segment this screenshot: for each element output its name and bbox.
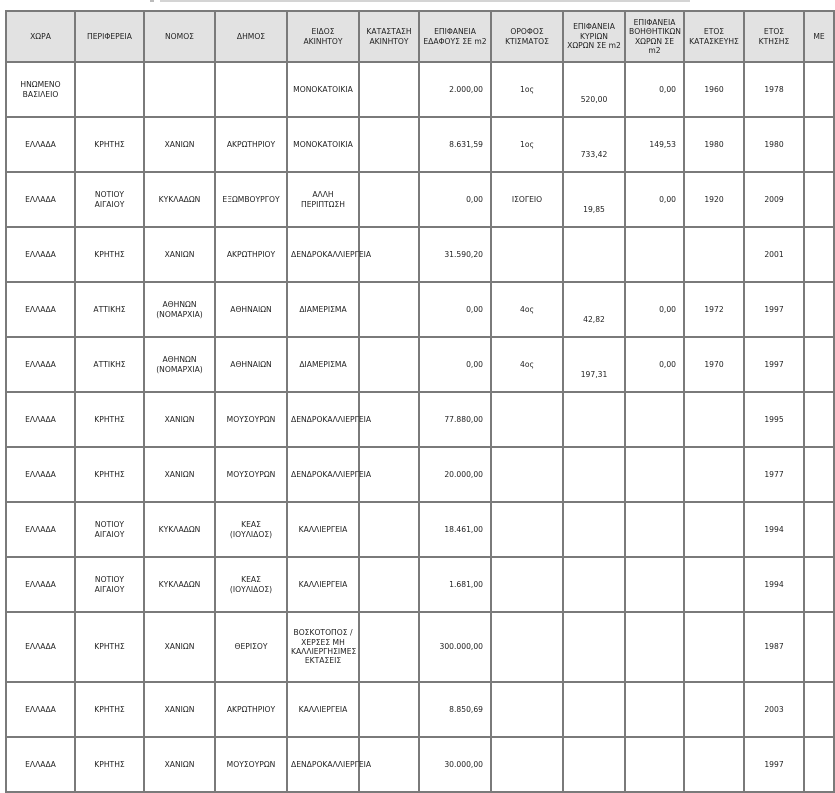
cell-main-area: 733,42 (564, 118, 626, 173)
cell-prefecture (145, 63, 216, 118)
table-row (5, 503, 835, 558)
cell-land-area: 8.850,69 (420, 683, 492, 738)
cell-land-area: 20.000,00 (420, 448, 492, 503)
cell-floor: ΙΣΟΓΕΙΟ (492, 173, 564, 228)
cell-municipality: ΘΕΡΙΣΟΥ (216, 613, 288, 683)
cell-property-status (360, 173, 420, 228)
cell-acquisition-year: 1997 (745, 283, 805, 338)
cell-clipped (805, 683, 835, 738)
table-row (5, 173, 835, 228)
cell-main-area (564, 683, 626, 738)
header-clipped: ΜΕ (805, 10, 835, 63)
cell-floor: 4ος (492, 338, 564, 393)
table-row (5, 683, 835, 738)
table-row (5, 738, 835, 793)
cell-region: ΚΡΗΤΗΣ (76, 118, 145, 173)
cell-acquisition-year: 1987 (745, 613, 805, 683)
cell-region: ΑΤΤΙΚΗΣ (76, 338, 145, 393)
cell-region: ΚΡΗΤΗΣ (76, 228, 145, 283)
cell-clipped (805, 448, 835, 503)
cell-construction-year (685, 448, 745, 503)
cell-property-type: ΔΙΑΜΕΡΙΣΜΑ (288, 338, 360, 393)
cell-property-type: ΔΙΑΜΕΡΙΣΜΑ (288, 283, 360, 338)
cell-country: ΕΛΛΑΔΑ (5, 338, 76, 393)
cell-floor (492, 613, 564, 683)
cell-aux-area (626, 613, 685, 683)
cell-property-status (360, 683, 420, 738)
cell-land-area: 31.590,20 (420, 228, 492, 283)
cell-municipality: ΑΚΡΩΤΗΡΙΟΥ (216, 228, 288, 283)
cell-main-area (564, 393, 626, 448)
table-header-row (5, 10, 835, 63)
cell-floor (492, 228, 564, 283)
cell-main-area (564, 448, 626, 503)
cell-property-status (360, 63, 420, 118)
header-municipality: ΔΗΜΟΣ (216, 10, 288, 63)
cell-acquisition-year: 1994 (745, 558, 805, 613)
cell-country: ΕΛΛΑΔΑ (5, 173, 76, 228)
cell-main-area (564, 228, 626, 283)
header-country: ΧΩΡΑ (5, 10, 76, 63)
cell-acquisition-year: 1977 (745, 448, 805, 503)
header-land-area: ΕΠΙΦΑΝΕΙΑ ΕΔΑΦΟΥΣ ΣΕ m2 (420, 10, 492, 63)
cell-main-area (564, 503, 626, 558)
cell-country: ΗΝΩΜΕΝΟ ΒΑΣΙΛΕΙΟ (5, 63, 76, 118)
cell-region (76, 63, 145, 118)
cell-property-status (360, 613, 420, 683)
header-prefecture: ΝΟΜΟΣ (145, 10, 216, 63)
table-row (5, 393, 835, 448)
cell-main-area: 197,31 (564, 338, 626, 393)
cell-aux-area (626, 228, 685, 283)
cell-clipped (805, 173, 835, 228)
cell-aux-area: 149,53 (626, 118, 685, 173)
cell-construction-year: 1970 (685, 338, 745, 393)
cell-construction-year: 1960 (685, 63, 745, 118)
cell-main-area (564, 738, 626, 793)
cell-construction-year: 1980 (685, 118, 745, 173)
cell-aux-area (626, 448, 685, 503)
cell-floor: 4ος (492, 283, 564, 338)
cell-country: ΕΛΛΑΔΑ (5, 683, 76, 738)
cell-acquisition-year: 1997 (745, 338, 805, 393)
cell-construction-year (685, 228, 745, 283)
table-row (5, 118, 835, 173)
cell-municipality: ΑΚΡΩΤΗΡΙΟΥ (216, 118, 288, 173)
cell-country: ΕΛΛΑΔΑ (5, 558, 76, 613)
cell-main-area: 19,85 (564, 173, 626, 228)
cell-aux-area (626, 558, 685, 613)
cell-region: ΝΟΤΙΟΥ ΑΙΓΑΙΟΥ (76, 173, 145, 228)
cell-clipped (805, 558, 835, 613)
cell-aux-area (626, 738, 685, 793)
cell-region: ΚΡΗΤΗΣ (76, 738, 145, 793)
cell-property-type: ΔΕΝΔΡΟΚΑΛΛΙΕΡΓΕΙΑ (288, 393, 360, 448)
cell-floor (492, 738, 564, 793)
cell-construction-year (685, 503, 745, 558)
cell-clipped (805, 393, 835, 448)
cell-main-area (564, 558, 626, 613)
cell-municipality: ΚΕΑΣ (ΙΟΥΛΙΔΟΣ) (216, 503, 288, 558)
cell-country: ΕΛΛΑΔΑ (5, 118, 76, 173)
cell-prefecture: ΧΑΝΙΩΝ (145, 448, 216, 503)
cell-clipped (805, 63, 835, 118)
cell-land-area: 0,00 (420, 338, 492, 393)
cell-property-type: ΔΕΝΔΡΟΚΑΛΛΙΕΡΓΕΙΑ (288, 738, 360, 793)
cell-clipped (805, 738, 835, 793)
cell-region: ΑΤΤΙΚΗΣ (76, 283, 145, 338)
cell-prefecture: ΚΥΚΛΑΔΩΝ (145, 503, 216, 558)
cell-construction-year (685, 613, 745, 683)
cell-construction-year (685, 393, 745, 448)
cell-property-type: ΚΑΛΛΙΕΡΓΕΙΑ (288, 558, 360, 613)
cell-property-type: ΔΕΝΔΡΟΚΑΛΛΙΕΡΓΕΙΑ (288, 448, 360, 503)
cell-region: ΚΡΗΤΗΣ (76, 448, 145, 503)
cell-property-status (360, 503, 420, 558)
cell-country: ΕΛΛΑΔΑ (5, 393, 76, 448)
cell-property-status (360, 118, 420, 173)
cell-main-area: 520,00 (564, 63, 626, 118)
header-floor: ΟΡΟΦΟΣ ΚΤΙΣΜΑΤΟΣ (492, 10, 564, 63)
cell-prefecture: ΑΘΗΝΩΝ (ΝΟΜΑΡΧΙΑ) (145, 338, 216, 393)
header-main-area: ΕΠΙΦΑΝΕΙΑ ΚΥΡΙΩΝ ΧΩΡΩΝ ΣΕ m2 (564, 10, 626, 63)
cell-country: ΕΛΛΑΔΑ (5, 503, 76, 558)
cell-construction-year (685, 558, 745, 613)
cell-prefecture: ΧΑΝΙΩΝ (145, 393, 216, 448)
cell-acquisition-year: 2003 (745, 683, 805, 738)
cell-land-area: 30.000,00 (420, 738, 492, 793)
cell-municipality (216, 63, 288, 118)
cell-land-area: 1.681,00 (420, 558, 492, 613)
cell-municipality: ΜΟΥΣΟΥΡΩΝ (216, 738, 288, 793)
cell-aux-area: 0,00 (626, 283, 685, 338)
cell-acquisition-year: 1978 (745, 63, 805, 118)
table-row (5, 448, 835, 503)
cell-aux-area (626, 503, 685, 558)
cell-construction-year: 1920 (685, 173, 745, 228)
cell-prefecture: ΧΑΝΙΩΝ (145, 613, 216, 683)
cell-land-area: 77.880,00 (420, 393, 492, 448)
cell-acquisition-year: 1997 (745, 738, 805, 793)
cell-property-type: ΚΑΛΛΙΕΡΓΕΙΑ (288, 683, 360, 738)
table-row (5, 228, 835, 283)
cell-floor: 1ος (492, 63, 564, 118)
cell-clipped (805, 503, 835, 558)
cell-municipality: ΑΘΗΝΑΙΩΝ (216, 338, 288, 393)
cell-floor (492, 448, 564, 503)
cell-land-area: 0,00 (420, 173, 492, 228)
cell-municipality: ΕΞΩΜΒΟΥΡΓΟΥ (216, 173, 288, 228)
cell-aux-area: 0,00 (626, 173, 685, 228)
cell-acquisition-year: 1995 (745, 393, 805, 448)
cell-property-status (360, 283, 420, 338)
cell-country: ΕΛΛΑΔΑ (5, 448, 76, 503)
cell-land-area: 2.000,00 (420, 63, 492, 118)
cell-aux-area: 0,00 (626, 63, 685, 118)
table-row (5, 613, 835, 683)
cell-country: ΕΛΛΑΔΑ (5, 283, 76, 338)
cell-property-type: ΔΕΝΔΡΟΚΑΛΛΙΕΡΓΕΙΑ (288, 228, 360, 283)
cell-construction-year: 1972 (685, 283, 745, 338)
cell-property-type: ΒΟΣΚΟΤΟΠΟΣ / ΧΕΡΣΕΣ ΜΗ ΚΑΛΛΙΕΡΓΗΣΙΜΕΣ ΕΚΤΑΣΕΙΣ (288, 613, 360, 683)
cell-property-type: ΑΛΛΗ ΠΕΡΙΠΤΩΣΗ (288, 173, 360, 228)
cell-clipped (805, 338, 835, 393)
cell-municipality: ΚΕΑΣ (ΙΟΥΛΙΔΟΣ) (216, 558, 288, 613)
cell-region: ΚΡΗΤΗΣ (76, 393, 145, 448)
header-property-type: ΕΙΔΟΣ ΑΚΙΝΗΤΟΥ (288, 10, 360, 63)
cell-property-type: ΚΑΛΛΙΕΡΓΕΙΑ (288, 503, 360, 558)
cell-land-area: 0,00 (420, 283, 492, 338)
cell-clipped (805, 118, 835, 173)
cell-floor: 1ος (492, 118, 564, 173)
cell-land-area: 18.461,00 (420, 503, 492, 558)
cell-floor (492, 558, 564, 613)
cell-construction-year (685, 683, 745, 738)
cell-prefecture: ΧΑΝΙΩΝ (145, 683, 216, 738)
cell-region: ΚΡΗΤΗΣ (76, 683, 145, 738)
cell-clipped (805, 283, 835, 338)
cell-property-type: ΜΟΝΟΚΑΤΟΙΚΙΑ (288, 118, 360, 173)
header-aux-area: ΕΠΙΦΑΝΕΙΑ ΒΟΗΘΗΤΙΚΩΝ ΧΩΡΩΝ ΣΕ m2 (626, 10, 685, 63)
cell-aux-area (626, 393, 685, 448)
cell-region: ΝΟΤΙΟΥ ΑΙΓΑΙΟΥ (76, 558, 145, 613)
cell-acquisition-year: 1980 (745, 118, 805, 173)
cell-acquisition-year: 1994 (745, 503, 805, 558)
table-row (5, 338, 835, 393)
property-table (5, 10, 835, 793)
cell-acquisition-year: 2001 (745, 228, 805, 283)
cell-land-area: 300.000,00 (420, 613, 492, 683)
cell-country: ΕΛΛΑΔΑ (5, 738, 76, 793)
cell-prefecture: ΧΑΝΙΩΝ (145, 738, 216, 793)
cell-clipped (805, 613, 835, 683)
cell-region: ΚΡΗΤΗΣ (76, 613, 145, 683)
cell-floor (492, 393, 564, 448)
cell-country: ΕΛΛΑΔΑ (5, 613, 76, 683)
cell-municipality: ΜΟΥΣΟΥΡΩΝ (216, 393, 288, 448)
cell-land-area: 8.631,59 (420, 118, 492, 173)
cell-acquisition-year: 2009 (745, 173, 805, 228)
header-construction-year: ΕΤΟΣ ΚΑΤΑΣΚΕΥΗΣ (685, 10, 745, 63)
cell-aux-area: 0,00 (626, 338, 685, 393)
table-row (5, 558, 835, 613)
cell-prefecture: ΚΥΚΛΑΔΩΝ (145, 173, 216, 228)
cell-clipped (805, 228, 835, 283)
table-row (5, 283, 835, 338)
header-acquisition-year: ΕΤΟΣ ΚΤΗΣΗΣ (745, 10, 805, 63)
cell-property-status (360, 558, 420, 613)
cell-prefecture: ΚΥΚΛΑΔΩΝ (145, 558, 216, 613)
table-row (5, 63, 835, 118)
cell-property-status (360, 338, 420, 393)
cell-country: ΕΛΛΑΔΑ (5, 228, 76, 283)
cell-construction-year (685, 738, 745, 793)
cell-region: ΝΟΤΙΟΥ ΑΙΓΑΙΟΥ (76, 503, 145, 558)
header-region: ΠΕΡΙΦΕΡΕΙΑ (76, 10, 145, 63)
clipped-header-text (0, 0, 820, 6)
cell-municipality: ΜΟΥΣΟΥΡΩΝ (216, 448, 288, 503)
cell-aux-area (626, 683, 685, 738)
header-property-status: ΚΑΤΑΣΤΑΣΗ ΑΚΙΝΗΤΟΥ (360, 10, 420, 63)
cell-prefecture: ΧΑΝΙΩΝ (145, 228, 216, 283)
cell-municipality: ΑΚΡΩΤΗΡΙΟΥ (216, 683, 288, 738)
cell-main-area (564, 613, 626, 683)
cell-prefecture: ΧΑΝΙΩΝ (145, 118, 216, 173)
cell-main-area: 42,82 (564, 283, 626, 338)
cell-floor (492, 683, 564, 738)
cell-municipality: ΑΘΗΝΑΙΩΝ (216, 283, 288, 338)
cell-floor (492, 503, 564, 558)
cell-property-type: ΜΟΝΟΚΑΤΟΙΚΙΑ (288, 63, 360, 118)
cell-prefecture: ΑΘΗΝΩΝ (ΝΟΜΑΡΧΙΑ) (145, 283, 216, 338)
